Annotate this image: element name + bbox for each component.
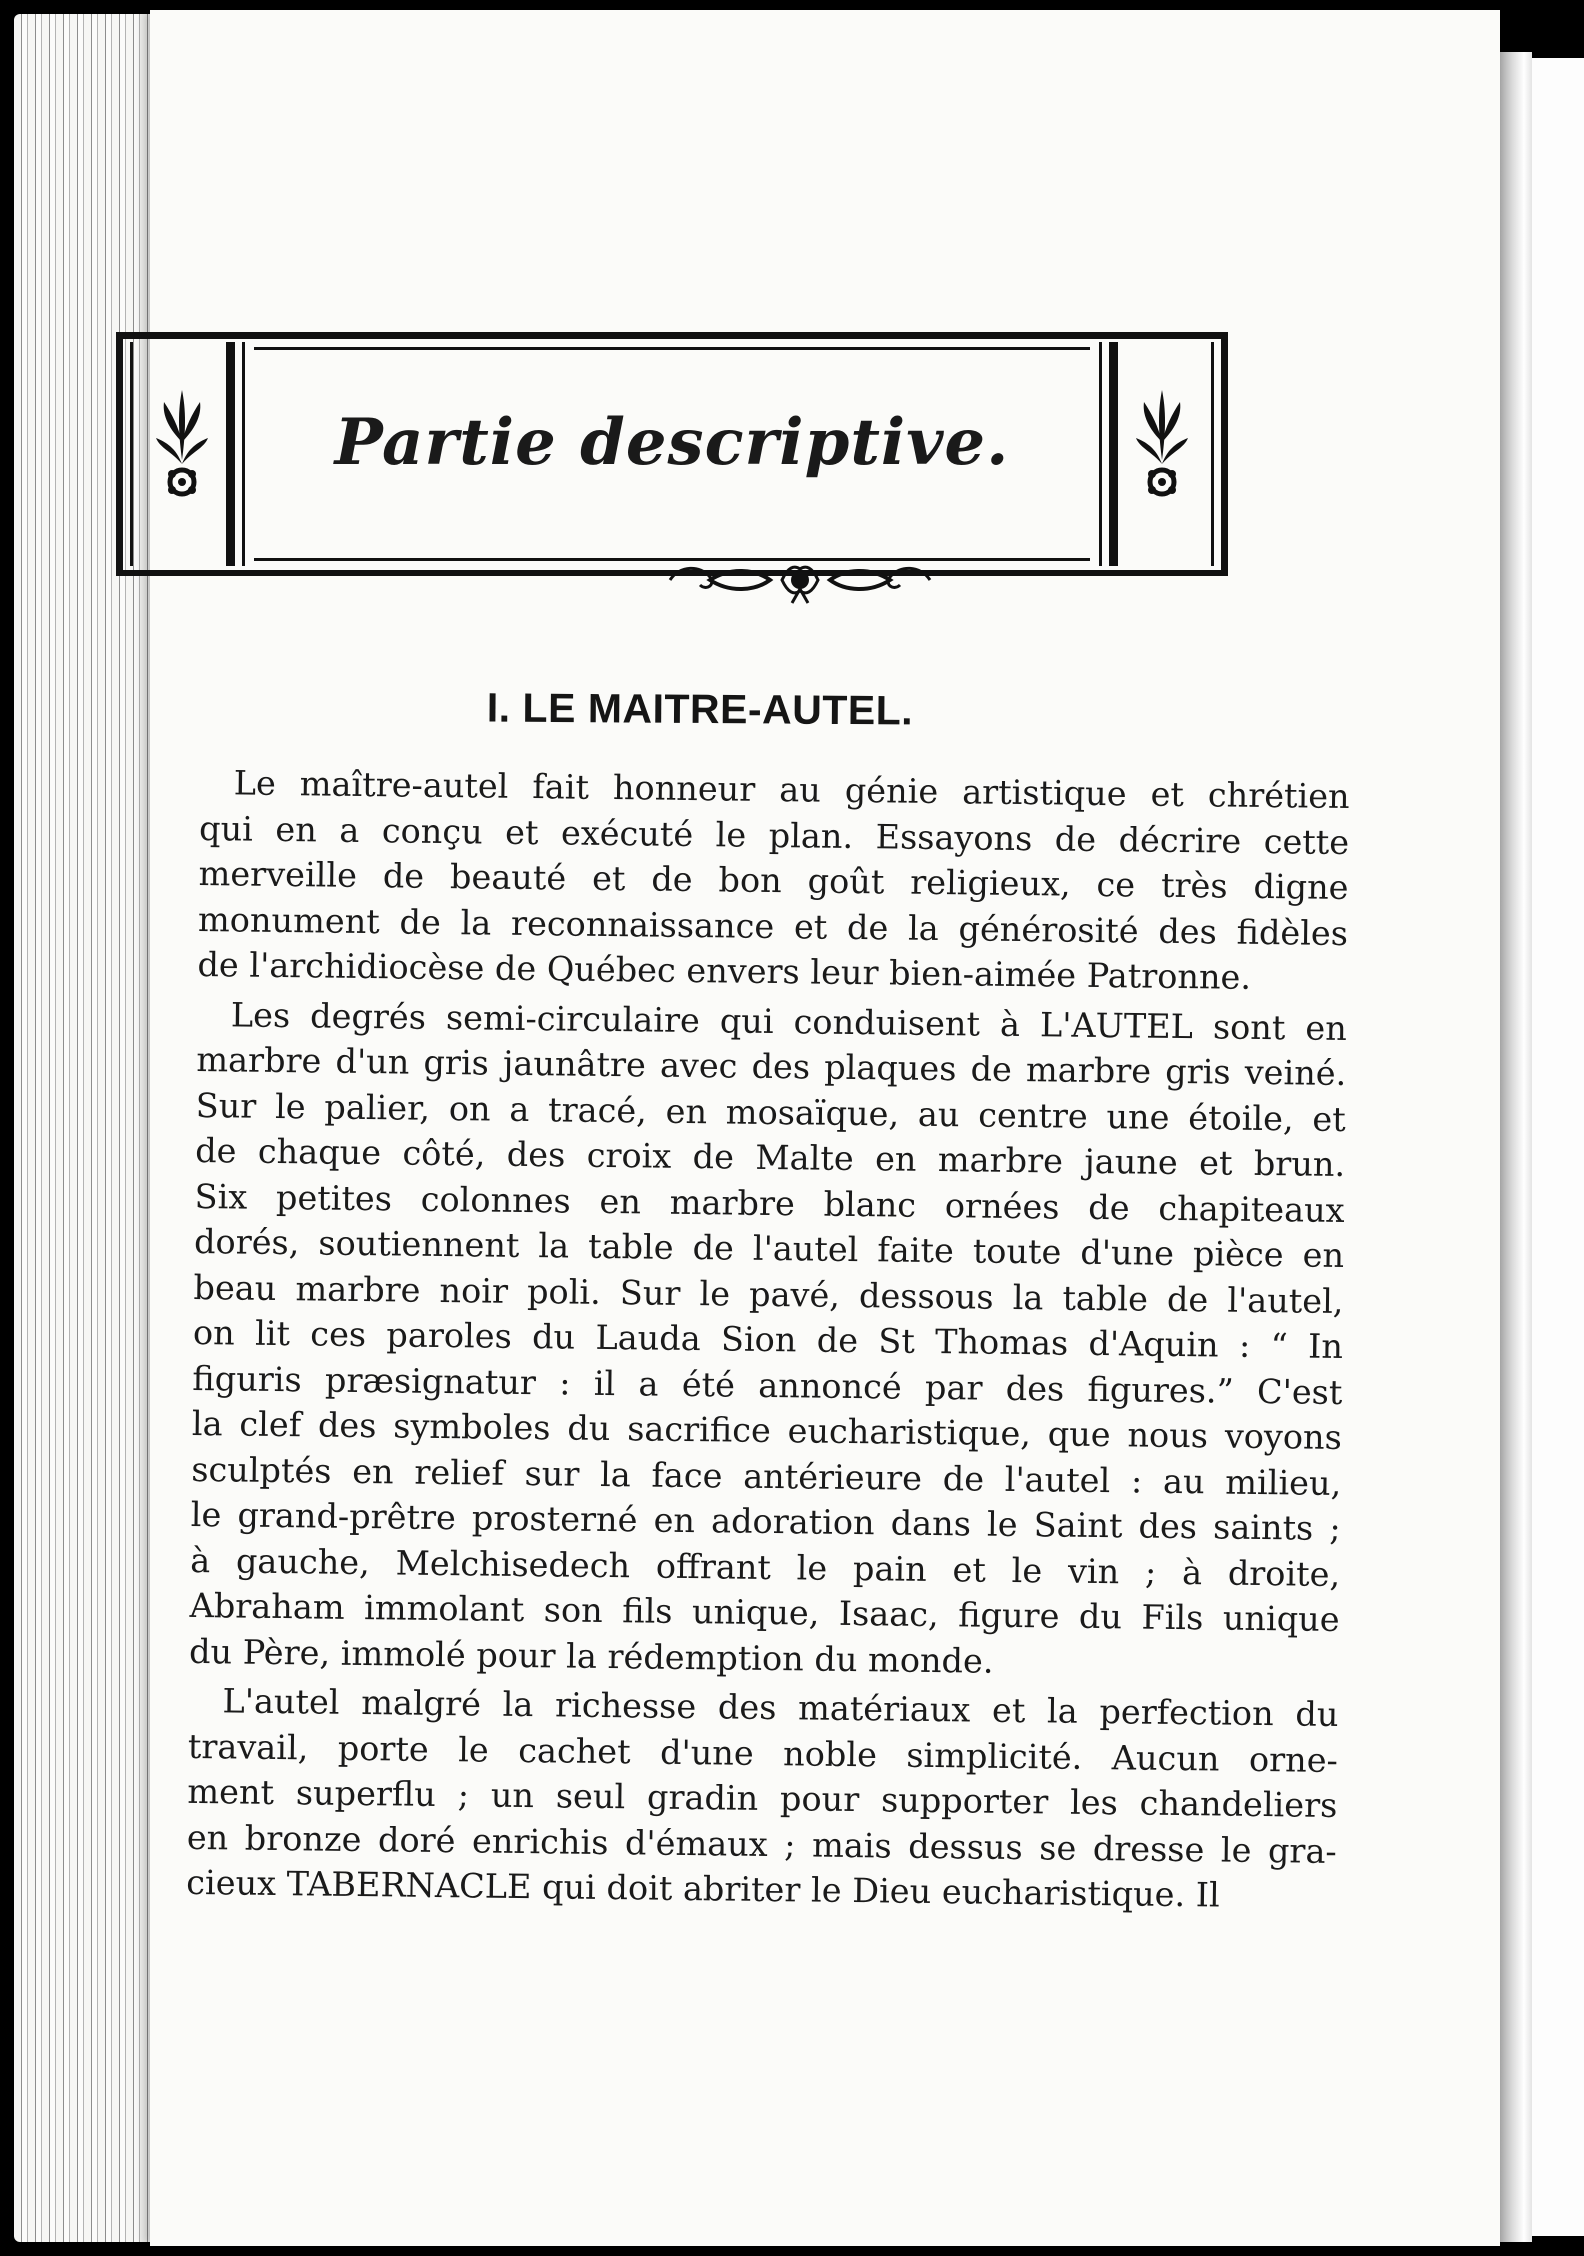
text-line: sculptés en relief sur la face antérieure de l'autel : au milieu, xyxy=(191,1449,1342,1503)
text-line: du Père, immolé pour la rédemption du monde. xyxy=(188,1631,994,1681)
book-spine xyxy=(1500,52,1532,2242)
text-line: de chaque côté, des croix de Malte en marbre jaune et brun. xyxy=(194,1130,1346,1185)
text-line: le grand-prêtre prosterné en adoration dans le Saint des saints ; xyxy=(190,1494,1341,1548)
fleuron-left-icon xyxy=(152,382,212,512)
text-line: qui en a conçu et exécuté le plan. Essayons de décrire cette xyxy=(198,808,1350,862)
text-line: beau marbre noir poli. Sur le pavé, dessous la table de l'autel, xyxy=(193,1267,1344,1321)
flourish-ornament-icon xyxy=(660,555,940,605)
text-line: Le maître-autel fait honneur au génie artistique et chrétien xyxy=(233,763,1350,817)
page-title: Partie descriptive. xyxy=(334,404,1010,480)
text-line: de l'archidiocèse de Québec envers leur bien-aimée Patronne. xyxy=(197,944,1252,997)
section-heading: I. LE MAITRE-AUTEL. xyxy=(486,684,914,734)
text-line: monument de la reconnaissance et de la générosité des fidèles xyxy=(197,899,1349,953)
header-left-thin-rule xyxy=(130,342,133,566)
text-line: figuris præsignatur : il a été annoncé par des figures.” C'est xyxy=(192,1358,1343,1412)
text-line: en bronze doré enrichis d'émaux ; mais dessus se dresse le gra- xyxy=(186,1817,1337,1871)
body-text xyxy=(186,760,1350,1919)
text-line: ment superflu ; un seul gradin pour supporter les chandeliers xyxy=(187,1771,1338,1825)
decorative-header xyxy=(116,332,1228,576)
header-rule-top xyxy=(254,347,1090,350)
text-line: la clef des symboles du sacrifice eucharistique, que nous voyons xyxy=(191,1403,1343,1457)
facing-page-edge xyxy=(1532,58,1584,2236)
header-right-inner-rule xyxy=(1099,342,1102,566)
header-right-bar xyxy=(1109,342,1118,566)
text-line: dorés, soutiennent la table de l'autel faite toute d'une pièce en xyxy=(193,1221,1345,1276)
text-line: travail, porte le cachet d'une noble simplicité. Aucun orne- xyxy=(187,1726,1339,1780)
text-line: cieux TABERNACLE qui doit abriter le Dieu eucharistique. Il xyxy=(186,1862,1220,1915)
text-line: merveille de beauté et de bon goût religieux, ce très digne xyxy=(198,853,1349,908)
text-line: Abraham immolant son fils unique, Isaac, figure du Fils unique xyxy=(189,1585,1340,1639)
text-line: à gauche, Melchisedech offrant le pain et le vin ; à droite, xyxy=(189,1540,1341,1594)
text-line: L'autel malgré la richesse des matériaux et la perfection du xyxy=(222,1681,1339,1734)
header-left-bar xyxy=(226,342,235,566)
text-line: Sur le palier, on a tracé, en mosaïque, au centre une étoile, et xyxy=(195,1085,1346,1139)
header-left-inner-rule xyxy=(242,342,245,566)
text-line: marbre d'un gris jaunâtre avec des plaques de marbre gris veiné. xyxy=(196,1039,1347,1094)
fleuron-right-icon xyxy=(1132,382,1192,512)
text-line: on lit ces paroles du Lauda Sion de St Thomas d'Aquin : “ In xyxy=(192,1312,1344,1367)
text-line: Six petites colonnes en marbre blanc ornées de chapiteaux xyxy=(194,1176,1345,1230)
header-right-thin-rule xyxy=(1211,342,1214,566)
text-line: Les degrés semi-circulaire qui conduisent à L'AUTEL sont en xyxy=(230,994,1348,1048)
